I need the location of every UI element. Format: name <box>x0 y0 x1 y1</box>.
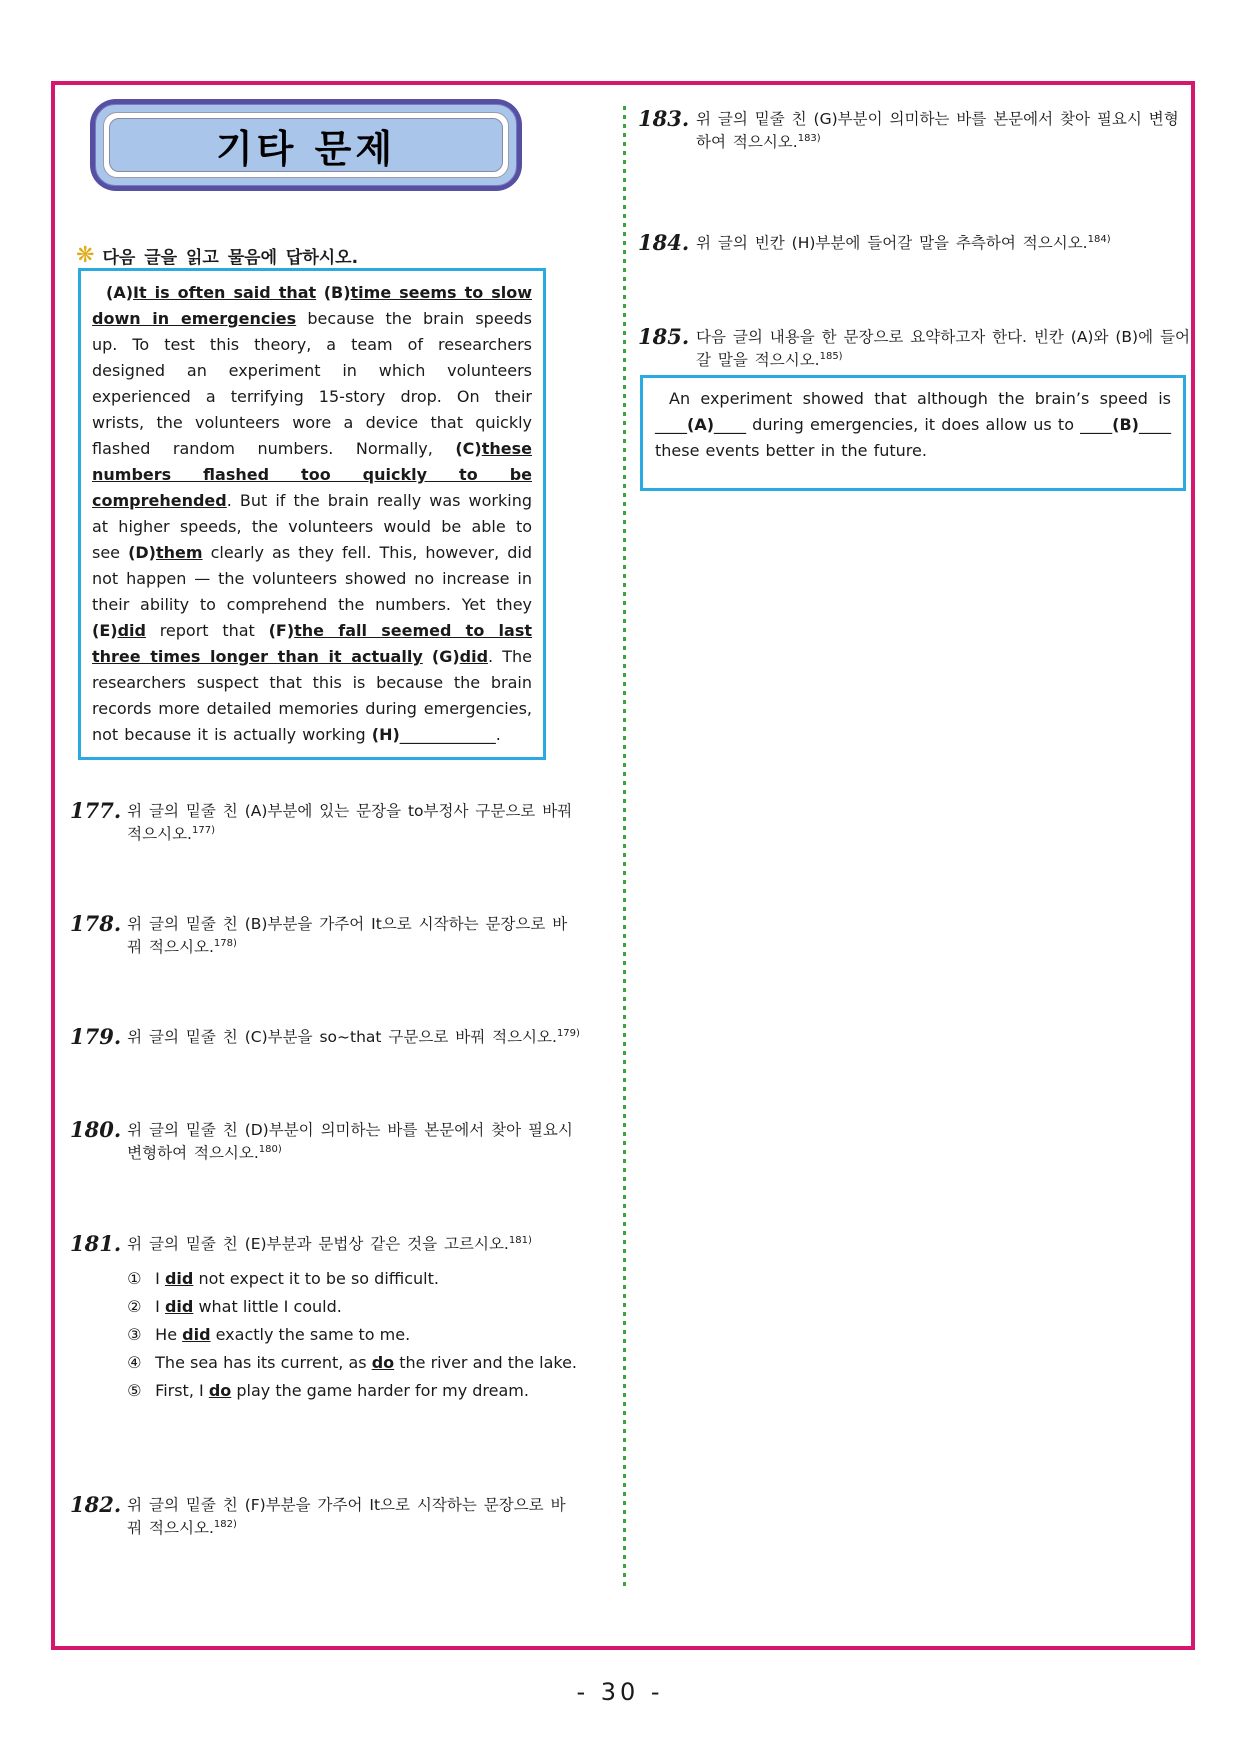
question-182 <box>70 1494 580 1540</box>
question-number: 179. <box>70 1024 122 1049</box>
footnote-ref: 185) <box>819 350 843 362</box>
footnote-ref: 177) <box>191 824 215 836</box>
question-text: 위 글의 빈칸 (H)부분에 들어갈 말을 추측하여 적으시오.$^{184)}$ <box>696 233 1111 252</box>
summary-box <box>640 375 1186 491</box>
question-number: 177. <box>70 798 122 823</box>
footnote-ref: 184) <box>1087 233 1111 245</box>
section-title: 기타 문제 <box>215 126 397 171</box>
column-divider <box>623 106 626 1590</box>
question-181 <box>70 1233 580 1405</box>
question-number: 185. <box>638 324 690 349</box>
instruction-text: 다음 글을 읽고 물음에 답하시오. <box>102 248 359 268</box>
choice-marker: ③ <box>127 1325 142 1344</box>
choice-text: The sea has its current, as do the river and the lake. <box>155 1353 577 1372</box>
footnote-ref: 180) <box>258 1143 282 1155</box>
choice-2 <box>127 1293 580 1321</box>
question-185 <box>638 326 1190 372</box>
flower-icon: ❋ <box>76 242 95 268</box>
question-text: 위 글의 밑줄 친 (F)부분을 가주어 It으로 시작하는 문장으로 바꿔 적으시오.$^{182)}$ <box>127 1496 566 1537</box>
choice-text: I did what little I could. <box>155 1297 342 1316</box>
question-text: 위 글의 밑줄 친 (G)부분이 의미하는 바를 본문에서 찾아 필요시 변형하여 적으시오.$^{183)}$ <box>696 110 1179 151</box>
choice-marker: ② <box>127 1297 142 1316</box>
choice-text: First, I do play the game harder for my dream. <box>155 1381 529 1400</box>
choice-4 <box>127 1349 580 1377</box>
question-text: 위 글의 밑줄 친 (E)부분과 문법상 같은 것을 고르시오.$^{181)}$ <box>127 1234 532 1253</box>
question-number: 184. <box>638 230 690 255</box>
question-number: 178. <box>70 911 122 936</box>
question-183 <box>638 108 1190 154</box>
question-number: 183. <box>638 106 690 131</box>
instruction-row <box>76 243 358 268</box>
question-number: 181. <box>70 1231 122 1256</box>
choice-text: I did not expect it to be so difficult. <box>155 1269 439 1288</box>
question-178 <box>70 913 580 959</box>
question-184 <box>638 232 1190 255</box>
question-177 <box>70 800 580 846</box>
summary-text: An experiment showed that although the brain’s speed is ____(A)____ during emergencies, it does allow us to ____(B)____ these events better in the future. <box>655 389 1171 460</box>
page-number: - 30 - <box>576 1678 664 1706</box>
footnote-ref: 179) <box>556 1027 580 1039</box>
choice-5 <box>127 1377 580 1405</box>
footnote-ref: 182) <box>213 1518 237 1530</box>
question-text: 위 글의 밑줄 친 (D)부분이 의미하는 바를 본문에서 찾아 필요시 변형하여 적으시오.$^{180)}$ <box>127 1121 573 1162</box>
passage-box <box>78 268 546 760</box>
question-text: 다음 글의 내용을 한 문장으로 요약하고자 한다. 빈칸 (A)와 (B)에 들어갈 말을 적으시오.$^{185)}$ <box>696 328 1190 369</box>
section-title-frame <box>90 99 522 191</box>
question-text: 위 글의 밑줄 친 (B)부분을 가주어 It으로 시작하는 문장으로 바꿔 적으시오.$^{178)}$ <box>127 915 568 956</box>
question-text: 위 글의 밑줄 친 (C)부분을 so~that 구문으로 바꿔 적으시오.$^{179)}$ <box>127 1027 580 1046</box>
question-number: 180. <box>70 1117 122 1142</box>
footnote-ref: 183) <box>797 132 821 144</box>
question-179 <box>70 1026 580 1049</box>
choice-text: He did exactly the same to me. <box>155 1325 411 1344</box>
choice-marker: ④ <box>127 1353 142 1372</box>
choice-1 <box>127 1265 580 1293</box>
question-text: 위 글의 밑줄 친 (A)부분에 있는 문장을 to부정사 구문으로 바꿔 적으시오.$^{177)}$ <box>127 802 573 843</box>
passage-text: (A)It is often said that (B)time seems to slow down in emergencies because the brain speeds up. To test this theory, a team of researchers designed an experiment in which volunteers experienced a terrifying 15-story drop. On their wrists, the volunteers wore a device that quickly flashed random numbers. Normally, (C)these numbers flashed too quickly to be comprehended. But if the brain really was working at higher speeds, the volunteers would be able to see (D)them clearly as they fell. This, however, did not happen — the volunteers showed no increase in their ability to comprehend the numbers. Yet they (E)did report that (F)the fall seemed to last three times longer than it actually (G)did. The researchers suspect that this is because the brain records more detailed memories during emergencies, not because it is actually working (H)____________. <box>92 283 532 744</box>
question-number: 182. <box>70 1492 122 1517</box>
choice-marker: ⑤ <box>127 1381 142 1400</box>
footnote-ref: 181) <box>508 1234 532 1246</box>
footnote-ref: 178) <box>213 937 237 949</box>
question-180 <box>70 1119 580 1165</box>
choice-marker: ① <box>127 1269 142 1288</box>
choice-list <box>127 1265 580 1405</box>
choice-3 <box>127 1321 580 1349</box>
